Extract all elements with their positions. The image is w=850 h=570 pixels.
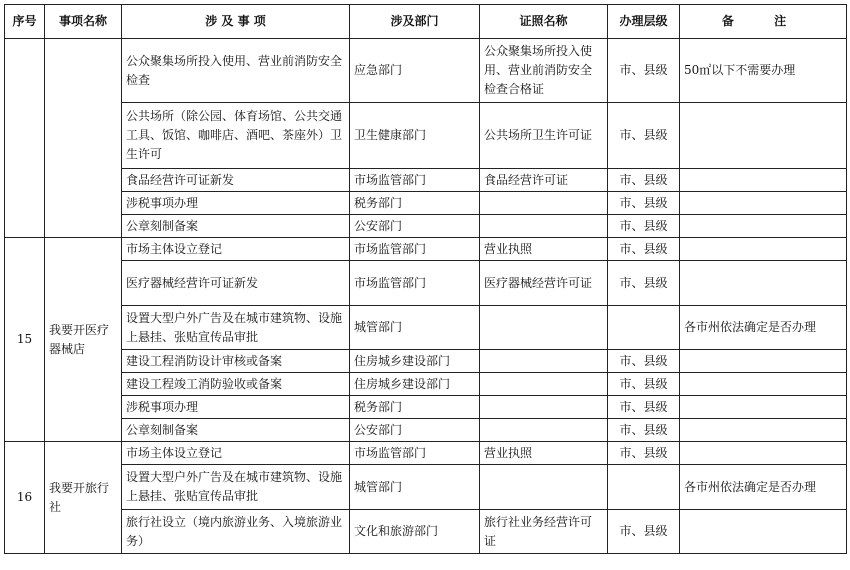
name-cell: 我要开旅行社 — [45, 442, 122, 554]
note-cell — [680, 350, 847, 373]
level-cell: 市、县级 — [608, 103, 680, 169]
header-cert: 证照名称 — [480, 5, 608, 39]
cert-cell: 公众聚集场所投入使用、营业前消防安全检查合格证 — [480, 39, 608, 103]
note-cell — [680, 442, 847, 465]
cert-cell: 营业执照 — [480, 442, 608, 465]
level-cell: 市、县级 — [608, 350, 680, 373]
level-cell: 市、县级 — [608, 396, 680, 419]
table-row — [5, 306, 847, 350]
seq-cell-empty — [5, 39, 45, 238]
header-note: 备 注 — [680, 5, 847, 39]
item-cell: 公众聚集场所投入使用、营业前消防安全检查 — [122, 39, 350, 103]
dept-cell: 税务部门 — [350, 396, 480, 419]
note-cell — [680, 169, 847, 192]
dept-cell: 卫生健康部门 — [350, 103, 480, 169]
table-row — [5, 442, 847, 465]
cert-cell — [480, 350, 608, 373]
dept-cell: 市场监管部门 — [350, 442, 480, 465]
table-row — [5, 510, 847, 554]
table-row — [5, 103, 847, 169]
cert-cell: 公共场所卫生许可证 — [480, 103, 608, 169]
cert-cell: 食品经营许可证 — [480, 169, 608, 192]
dept-cell: 市场监管部门 — [350, 169, 480, 192]
dept-cell: 公安部门 — [350, 215, 480, 238]
note-cell — [680, 261, 847, 306]
note-cell — [680, 419, 847, 442]
name-cell-empty — [45, 39, 122, 238]
header-row — [5, 5, 847, 39]
level-cell: 市、县级 — [608, 169, 680, 192]
note-cell — [680, 103, 847, 169]
level-cell: 市、县级 — [608, 419, 680, 442]
level-cell: 市、县级 — [608, 261, 680, 306]
dept-cell: 住房城乡建设部门 — [350, 373, 480, 396]
cert-cell — [480, 215, 608, 238]
cert-cell: 旅行社业务经营许可证 — [480, 510, 608, 554]
level-cell — [608, 465, 680, 510]
note-cell: 50㎡以下不需要办理 — [680, 39, 847, 103]
table-row — [5, 215, 847, 238]
table-row — [5, 261, 847, 306]
name-cell: 我要开医疗器械店 — [45, 238, 122, 442]
dept-cell: 住房城乡建设部门 — [350, 350, 480, 373]
item-cell: 设置大型户外广告及在城市建筑物、设施上悬挂、张贴宣传品审批 — [122, 306, 350, 350]
item-cell: 公章刻制备案 — [122, 215, 350, 238]
item-cell: 涉税事项办理 — [122, 396, 350, 419]
item-cell: 涉税事项办理 — [122, 192, 350, 215]
note-cell: 各市州依法确定是否办理 — [680, 306, 847, 350]
note-cell — [680, 215, 847, 238]
table-row — [5, 373, 847, 396]
item-cell: 旅行社设立（境内旅游业务、入境旅游业务） — [122, 510, 350, 554]
table-row — [5, 419, 847, 442]
note-cell — [680, 192, 847, 215]
item-cell: 市场主体设立登记 — [122, 238, 350, 261]
table-row — [5, 39, 847, 103]
item-cell: 建设工程竣工消防验收或备案 — [122, 373, 350, 396]
table-row — [5, 238, 847, 261]
level-cell: 市、县级 — [608, 238, 680, 261]
table-row — [5, 396, 847, 419]
note-cell — [680, 373, 847, 396]
item-cell: 建设工程消防设计审核或备案 — [122, 350, 350, 373]
cert-cell — [480, 396, 608, 419]
table-row — [5, 169, 847, 192]
cert-cell — [480, 373, 608, 396]
dept-cell: 公安部门 — [350, 419, 480, 442]
dept-cell: 城管部门 — [350, 465, 480, 510]
cert-cell: 医疗器械经营许可证 — [480, 261, 608, 306]
table-row — [5, 465, 847, 510]
note-cell — [680, 510, 847, 554]
level-cell: 市、县级 — [608, 510, 680, 554]
level-cell: 市、县级 — [608, 192, 680, 215]
dept-cell: 城管部门 — [350, 306, 480, 350]
seq-cell: 16 — [5, 442, 45, 554]
dept-cell: 应急部门 — [350, 39, 480, 103]
header-dept: 涉及部门 — [350, 5, 480, 39]
item-cell: 公共场所（除公园、体育场馆、公共交通工具、饭馆、咖啡店、酒吧、茶座外）卫生许可 — [122, 103, 350, 169]
dept-cell: 市场监管部门 — [350, 238, 480, 261]
dept-cell: 市场监管部门 — [350, 261, 480, 306]
service-items-table — [4, 4, 847, 554]
note-cell — [680, 396, 847, 419]
cert-cell — [480, 192, 608, 215]
dept-cell: 文化和旅游部门 — [350, 510, 480, 554]
cert-cell — [480, 306, 608, 350]
header-seq: 序号 — [5, 5, 45, 39]
table-row — [5, 350, 847, 373]
level-cell: 市、县级 — [608, 215, 680, 238]
item-cell: 公章刻制备案 — [122, 419, 350, 442]
note-cell: 各市州依法确定是否办理 — [680, 465, 847, 510]
item-cell: 食品经营许可证新发 — [122, 169, 350, 192]
seq-cell: 15 — [5, 238, 45, 442]
cert-cell: 营业执照 — [480, 238, 608, 261]
level-cell: 市、县级 — [608, 442, 680, 465]
cert-cell — [480, 465, 608, 510]
item-cell: 医疗器械经营许可证新发 — [122, 261, 350, 306]
note-cell — [680, 238, 847, 261]
header-item: 涉 及 事 项 — [122, 5, 350, 39]
header-level: 办理层级 — [608, 5, 680, 39]
level-cell: 市、县级 — [608, 39, 680, 103]
item-cell: 设置大型户外广告及在城市建筑物、设施上悬挂、张贴宣传品审批 — [122, 465, 350, 510]
item-cell: 市场主体设立登记 — [122, 442, 350, 465]
cert-cell — [480, 419, 608, 442]
header-name: 事项名称 — [45, 5, 122, 39]
level-cell: 市、县级 — [608, 373, 680, 396]
table-row — [5, 192, 847, 215]
dept-cell: 税务部门 — [350, 192, 480, 215]
level-cell — [608, 306, 680, 350]
